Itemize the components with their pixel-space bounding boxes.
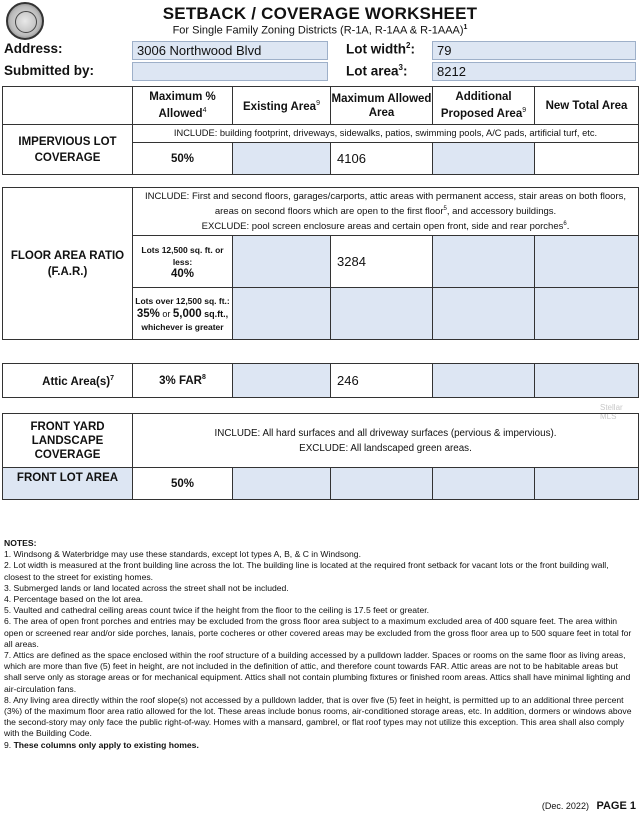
front-yard-table (2, 413, 639, 500)
attic-row-label: Attic $Area(s)^7$ (3, 364, 133, 398)
attic-table (2, 363, 639, 398)
note-item: 1. Windsong & Waterbridge may use these standards, except lot types A, B, & C in Windsong. (4, 549, 361, 560)
front-yard-max-allowed-input[interactable] (331, 468, 433, 500)
far-include-exclude-text: INCLUDE: First and second floors, garages/carports, attic areas with permanent access, stair areas on both floors, areas on second floors which are open to the first floor$^5$, and accessory buildings. EXCLUDE: pool screen enclosure areas and certain open front, side and rear porches$^6$. (133, 188, 639, 236)
far-small-existing-input[interactable] (233, 236, 331, 288)
far-large-max-allowed-input[interactable] (331, 288, 433, 340)
col-header-existing: Existing Area$^9$ (233, 87, 331, 125)
note-item: 2. Lot width is measured at the front building line across the lot. The building line is located at the required front setback for vacant lots or the front building wall, closest to the street for existing homes. (4, 560, 609, 582)
far-large-new-total-input[interactable] (535, 288, 639, 340)
front-yard-include-exclude-text: INCLUDE: All hard surfaces and all driveway surfaces (pervious & impervious). EXCLUDE: All landscaped green areas. (133, 414, 639, 468)
submitted-by-field[interactable] (132, 62, 328, 81)
far-large-lot-label: Lots over 12,500 sq. ft.: (135, 295, 230, 306)
lot-width-field[interactable]: 79 (432, 41, 636, 60)
far-large-existing-input[interactable] (233, 288, 331, 340)
address-field[interactable]: 3006 Northwood Blvd (132, 41, 328, 60)
note-item: 5. Vaulted and cathedral ceiling areas count twice if the height from the floor to the ceiling is 17.5 feet or greater. (4, 605, 430, 616)
far-large-additional-input[interactable] (433, 288, 535, 340)
impervious-additional-input[interactable] (433, 143, 535, 175)
far-large-lot-cell (133, 288, 233, 340)
submitted-by-label: Submitted by: (4, 63, 94, 78)
notes-section (4, 538, 636, 751)
attic-max-allowed: 246 (331, 364, 433, 398)
far-small-lot-label: Lots 12,500 sq. ft. or less: (141, 244, 224, 267)
impervious-include-text: INCLUDE: building footprint, driveways, sidewalks, patios, swimming pools, A/C pads, artificial turf, etc. (133, 125, 639, 143)
far-small-max-allowed: 3284 (331, 236, 433, 288)
far-large-lot-pct: 35% or 5,000 sq.ft., (136, 307, 229, 320)
lot-area-label: Lot area$^3$: (346, 63, 408, 79)
attic-new-total-input[interactable] (535, 364, 639, 398)
address-label: Address: (4, 41, 63, 56)
note-item: 8. Any living area directly within the roof slope(s) not accessed by a pulldown ladder, that is over five (5) feet in height, is permitted up to an additional three percent (3%) of the maximum floor area ratio allowed for the lot. These areas include bonus rooms, air-conditioned storage areas, etc. In addition, dormers or windows above the second-story may only face the public right-of-way. Homes with a mansard, gambrel, or flat roof types may not utilize this exception. This area shall also comply with the Building Code. (4, 694, 632, 739)
far-small-new-total-input[interactable] (535, 236, 639, 288)
impervious-pct: 50% (133, 143, 233, 175)
note-item: 9. These columns only apply to existing homes. (4, 739, 199, 750)
far-small-lot-cell (133, 236, 233, 288)
far-small-additional-input[interactable] (433, 236, 535, 288)
far-small-lot-pct: 40% (170, 267, 195, 280)
page-subtitle: For Single Family Zoning Districts (R-1A, R-1AA & R-1AAA)$^1$ (172, 24, 468, 37)
front-yard-row-label: FRONT YARD LANDSCAPE COVERAGE (3, 414, 133, 468)
front-yard-pct: 50% (133, 468, 233, 500)
attic-pct: 3% FAR$^8$ (133, 364, 233, 398)
note-item: 6. The area of open front porches and entries may be excluded from the gross floor area subject to a maximum excluded area of 400 square feet. The area within open or screened rear and/or side porches, lanais, porte cocheres or other covered areas may be excluded from the gross floor area up to 500 square feet in total for all areas. (4, 616, 632, 649)
front-yard-existing-input[interactable] (233, 468, 331, 500)
watermark: Stellar MLS (600, 403, 623, 421)
front-yard-new-total-input[interactable] (535, 468, 639, 500)
impervious-table (2, 86, 639, 175)
lot-area-field[interactable]: 8212 (432, 62, 636, 81)
lot-width-label: Lot width$^2$: (346, 41, 415, 57)
notes-heading: NOTES: (4, 538, 37, 548)
impervious-new-total (535, 143, 639, 175)
front-lot-area-input[interactable]: FRONT LOT AREA (3, 468, 133, 500)
far-table (2, 187, 639, 340)
note-item: 3. Submerged lands or land located across the street shall not be included. (4, 582, 289, 593)
page-footer: (Dec. 2022) PAGE 1 (541, 800, 636, 812)
note-item: 4. Percentage based on the lot area. (4, 594, 144, 605)
col-header-max-allowed: Maximum Allowed Area (331, 87, 433, 125)
attic-additional-input[interactable] (433, 364, 535, 398)
attic-existing-input[interactable] (233, 364, 331, 398)
impervious-max-allowed: 4106 (331, 143, 433, 175)
note-item: 7. Attics are defined as the space enclosed within the roof structure of a building accessed by a pulldown ladder. Spaces or rooms on the same floor as living areas, which are more than five (5) feet in height, are not included in the definition of attic, and therefore count towards FAR. Attic areas are not to be habitable areas but shall serve only as storage areas or for mechanical equipment. Attics shall not contain plumbing fixtures or finished room areas. Attics shall have minimal lighting and air-circulation fans. (4, 650, 631, 694)
page-title: SETBACK / COVERAGE WORKSHEET (162, 4, 478, 23)
impervious-row-label: IMPERVIOUS LOT COVERAGE (3, 125, 133, 175)
far-row-label: FLOOR AREA RATIO (F.A.R.) (3, 188, 133, 340)
col-header-additional: Additional Proposed Area$^9$ (433, 87, 535, 125)
col-header-max-pct: Maximum % Allowed$^4$ (133, 87, 233, 125)
far-large-lot-tail: whichever is greater (141, 321, 224, 332)
col-header-new-total: New Total Area (535, 87, 639, 125)
front-yard-additional-input[interactable] (433, 468, 535, 500)
impervious-existing-input[interactable] (233, 143, 331, 175)
